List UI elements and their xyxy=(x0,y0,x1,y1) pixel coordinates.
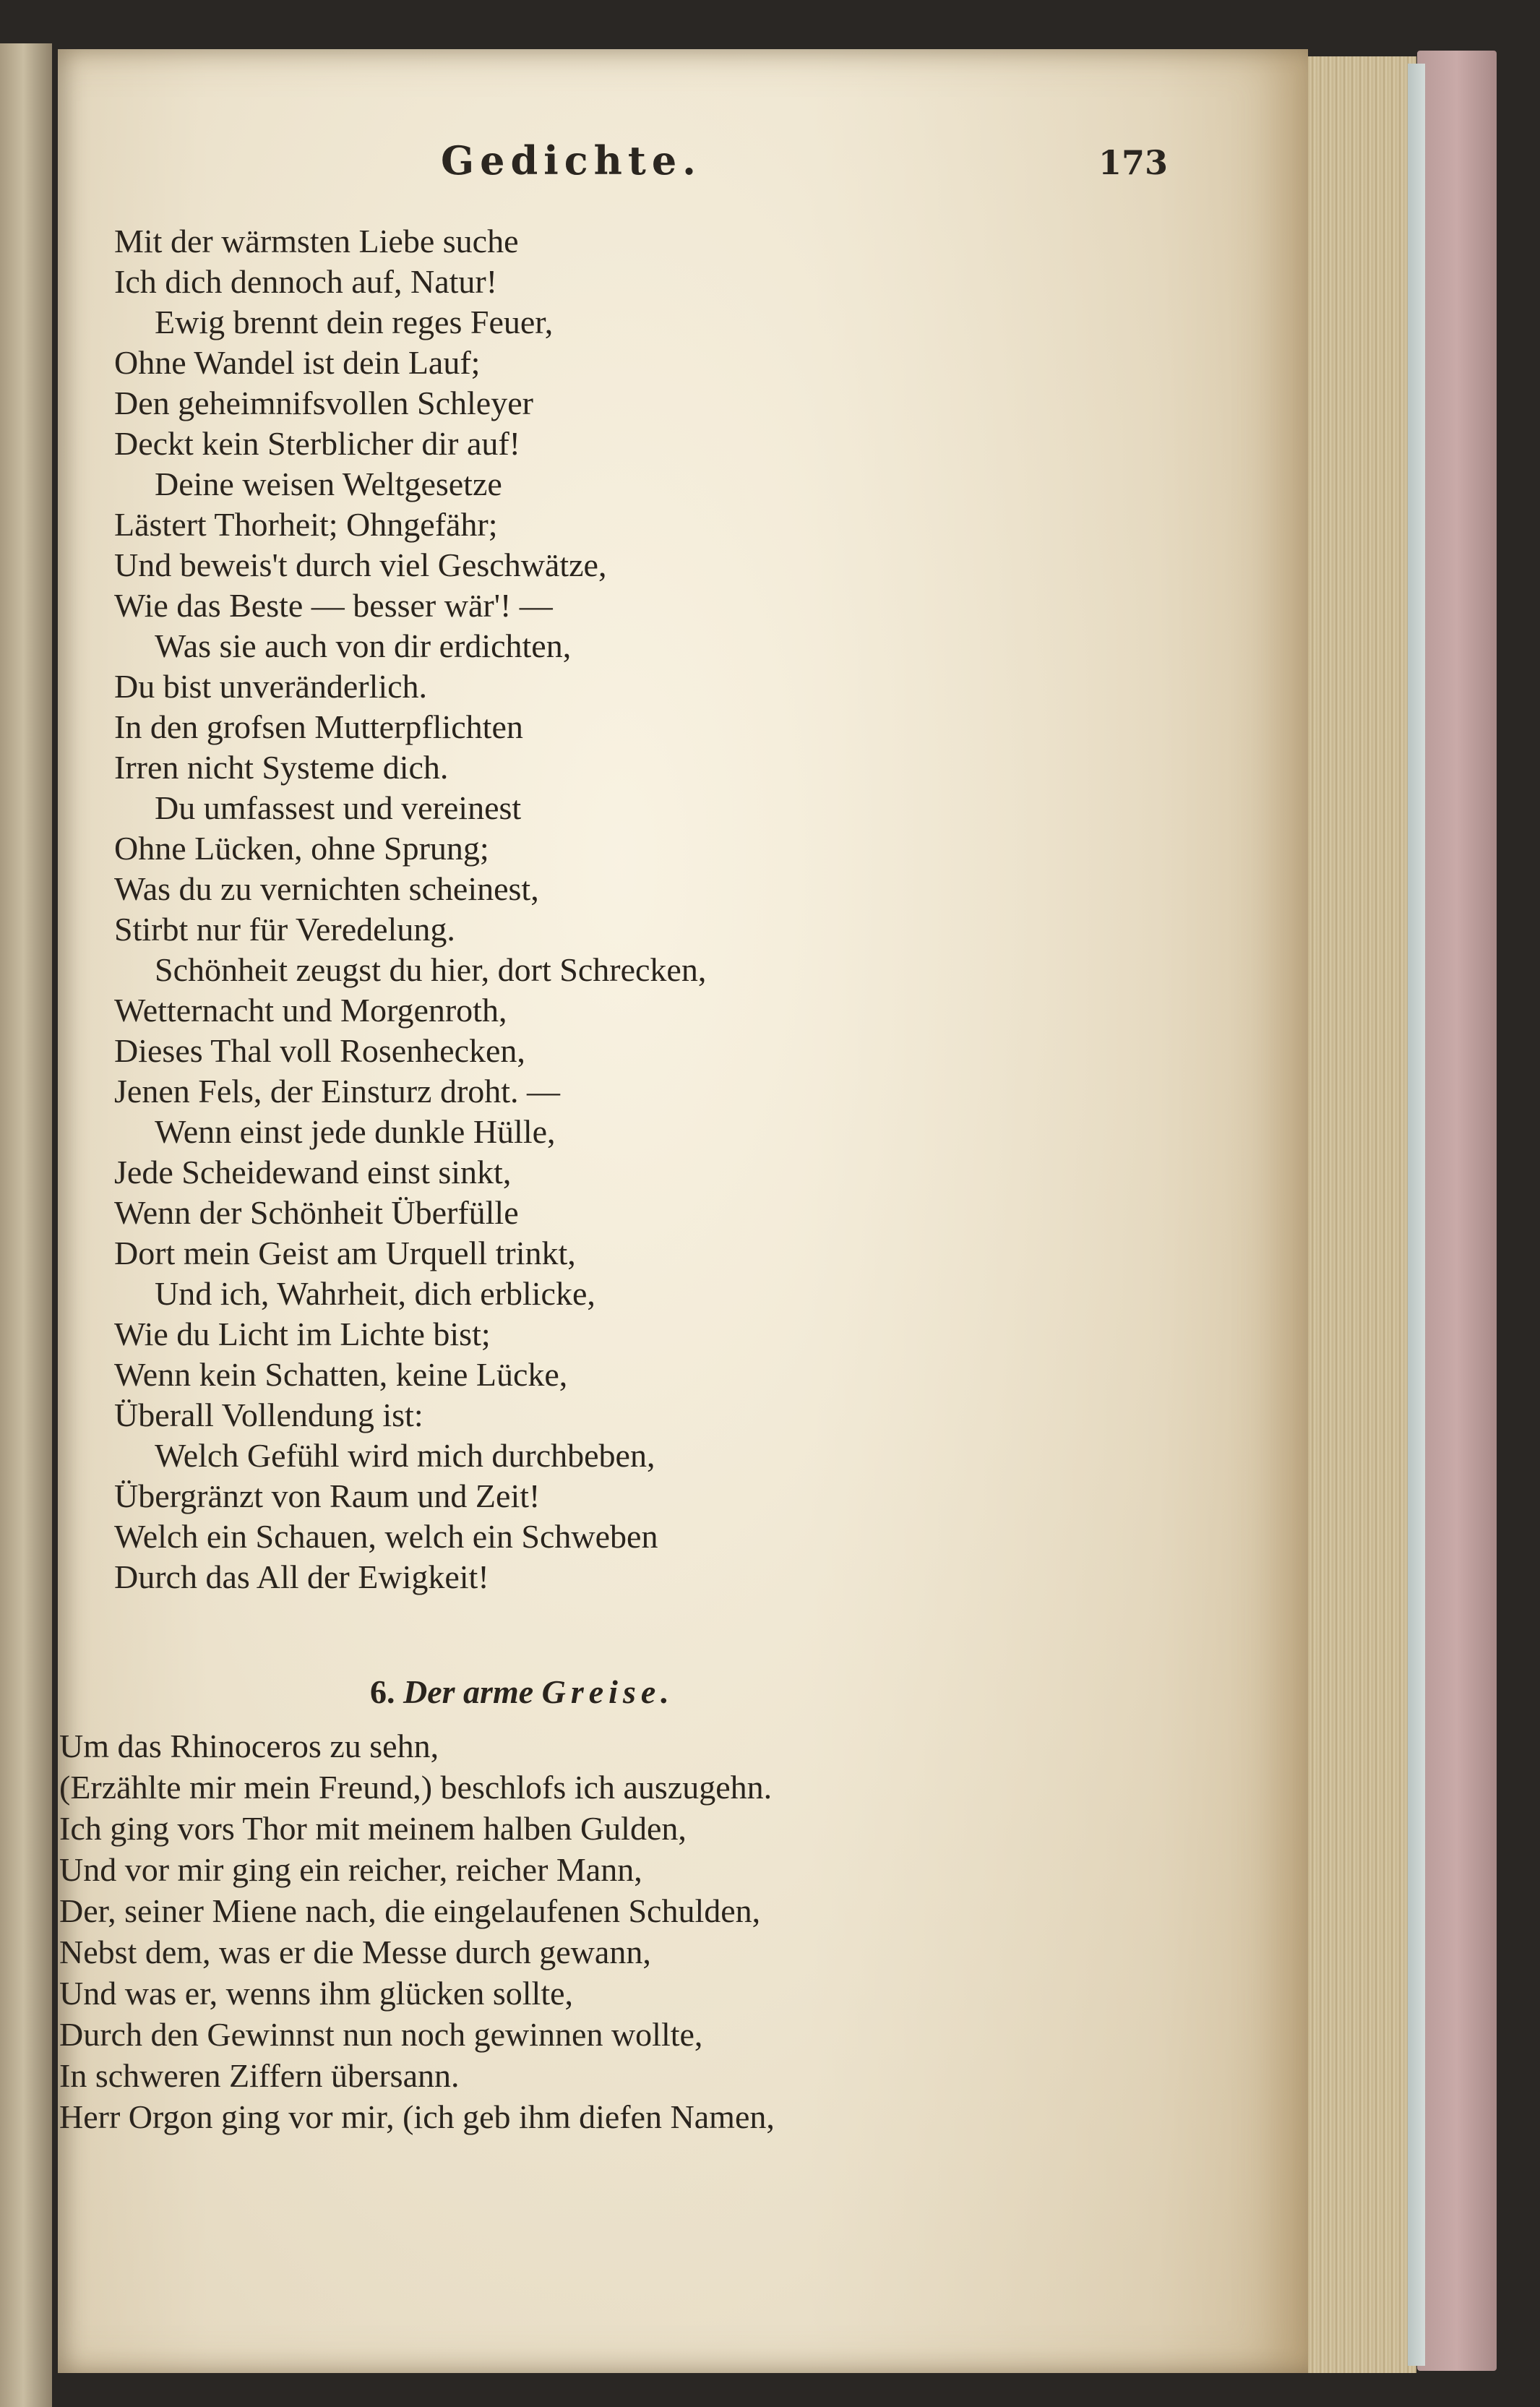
poem-line: Was du zu vernichten scheinest, xyxy=(114,870,539,907)
verse-line: (Erzählte mir mein Freund,) beschlofs ich auszugehn. xyxy=(59,1769,773,1806)
poem-line: Jenen Fels, der Einsturz droht. — xyxy=(114,1073,561,1110)
verse-line: Der, seiner Miene nach, die eingelaufenen Schulden, xyxy=(59,1892,761,1929)
poem-line: Du umfassest und vereinest xyxy=(155,789,522,826)
verse-line: Herr Orgon ging vor mir, (ich geb ihm diefen Namen, xyxy=(59,2098,775,2135)
poem-line: Was sie auch von dir erdichten, xyxy=(155,627,572,664)
previous-page-edge xyxy=(0,43,52,2407)
poem-line: Ich dich dennoch auf, Natur! xyxy=(114,263,498,300)
poem-line: Wie du Licht im Lichte bist; xyxy=(114,1316,491,1352)
poem-line: Dort mein Geist am Urquell trinkt, xyxy=(114,1235,576,1271)
poem-line: Und beweis't durch viel Geschwätze, xyxy=(114,546,607,583)
section-heading xyxy=(370,1673,674,1711)
poem-line: Mit der wärmsten Liebe suche xyxy=(114,223,519,259)
poem-line: In den grofsen Mutterpflichten xyxy=(114,708,523,745)
running-head: Gedichte. xyxy=(441,137,702,184)
page-number: 173 xyxy=(1098,143,1169,182)
verse-line: Durch den Gewinnst nun noch gewinnen wollte, xyxy=(59,2016,703,2053)
poem-line: Durch das All der Ewigkeit! xyxy=(114,1558,489,1595)
section-number: 6. xyxy=(370,1673,395,1710)
poem-line: Wetternacht und Morgenroth, xyxy=(114,992,507,1029)
poem-line: Wie das Beste — besser wär'! — xyxy=(114,587,553,624)
poem-line: Ewig brennt dein reges Feuer, xyxy=(155,304,554,340)
poem-line: Irren nicht Systeme dich. xyxy=(114,749,449,786)
poem-line: Jede Scheidewand einst sinkt, xyxy=(114,1154,512,1190)
page-block-edges xyxy=(1301,56,1416,2373)
verse-line: Nebst dem, was er die Messe durch gewann, xyxy=(59,1934,651,1970)
poem-line: Du bist unveränderlich. xyxy=(114,668,428,705)
poem-line: Wenn der Schönheit Überfülle xyxy=(114,1194,519,1231)
poem-line: Welch Gefühl wird mich durchbeben, xyxy=(155,1437,655,1474)
verse-line: Und vor mir ging ein reicher, reicher Mann, xyxy=(59,1851,642,1888)
poem-line: Deckt kein Sterblicher dir auf! xyxy=(114,425,520,462)
poem-line: Lästert Thorheit; Ohngefähr; xyxy=(114,506,498,543)
poem-line: Ohne Lücken, ohne Sprung; xyxy=(114,830,489,867)
verse-line: Und was er, wenns ihm glücken sollte, xyxy=(59,1975,574,2012)
poem-line: Den geheimnifsvollen Schleyer xyxy=(114,385,533,421)
poem-line: Übergränzt von Raum und Zeit! xyxy=(114,1477,541,1514)
poem-line: Wenn kein Schatten, keine Lücke, xyxy=(114,1356,568,1393)
poem-line: Schönheit zeugst du hier, dort Schrecken, xyxy=(155,951,707,988)
page-header xyxy=(58,137,1308,202)
poem-line: Und ich, Wahrheit, dich erblicke, xyxy=(155,1275,595,1312)
poem-line: Dieses Thal voll Rosenhecken, xyxy=(114,1032,525,1069)
poem-line: Wenn einst jede dunkle Hülle, xyxy=(155,1113,556,1150)
section-title-text: Der arme xyxy=(403,1673,534,1710)
poem-line: Stirbt nur für Veredelung. xyxy=(114,911,455,948)
poem-line: Deine weisen Weltgesetze xyxy=(155,465,502,502)
poem-line: Welch ein Schauen, welch ein Schweben xyxy=(114,1518,658,1555)
poem-line: Überall Vollendung ist: xyxy=(114,1396,423,1433)
book-page xyxy=(58,49,1308,2373)
poem-line: Ohne Wandel ist dein Lauf; xyxy=(114,344,481,381)
verse-line: Um das Rhinoceros zu sehn, xyxy=(59,1728,439,1764)
section-title-spaced-text: Greise. xyxy=(541,1673,674,1710)
book-cover-edge xyxy=(1417,51,1497,2371)
verse-line: Ich ging vors Thor mit meinem halben Gulden, xyxy=(59,1810,687,1847)
verse-line: In schweren Ziffern übersann. xyxy=(59,2057,460,2094)
